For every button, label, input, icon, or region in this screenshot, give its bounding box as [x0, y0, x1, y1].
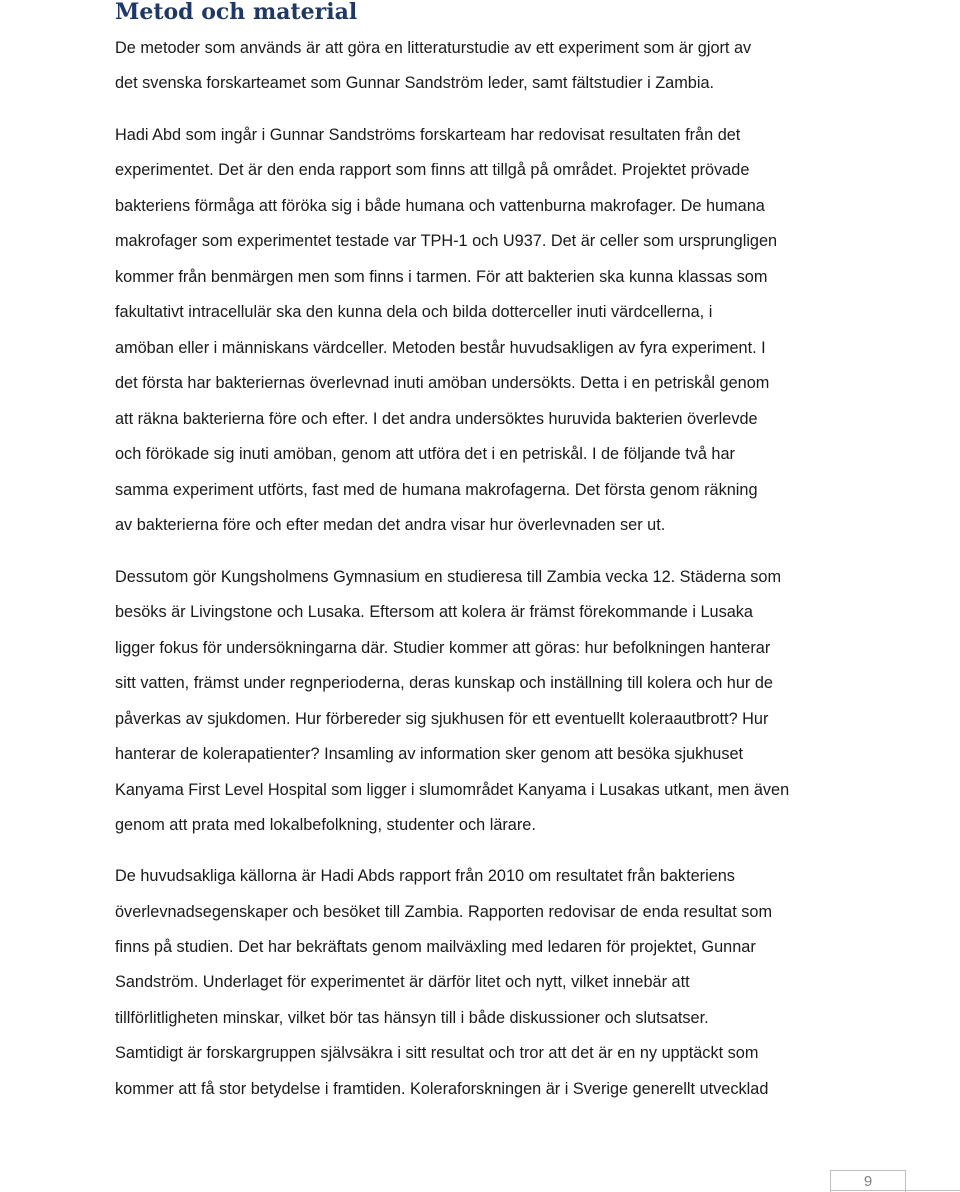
body-line: kommer att få stor betydelse i framtiden. Koleraforskningen är i Sverige generellt utvecklad [115, 1080, 769, 1098]
body-line: det första har bakteriernas överlevnad inuti amöban undersökts. Detta i en petriskål genom [115, 374, 770, 392]
body-line: och förökade sig inuti amöban, genom att utföra det i en petriskål. I de följande två har [115, 445, 735, 463]
body-line: De huvudsakliga källorna är Hadi Abds rapport från 2010 om resultatet från bakteriens [115, 867, 735, 885]
body-line: samma experiment utförts, fast med de humana makrofagerna. Det första genom räkning [115, 481, 758, 499]
body-line: genom att prata med lokalbefolkning, studenter och lärare. [115, 816, 536, 834]
body-line: kommer från benmärgen men som finns i tarmen. För att bakterien ska kunna klassas som [115, 268, 768, 286]
body-line: fakultativt intracellulär ska den kunna dela och bilda dotterceller inuti värdcellerna, i [115, 303, 713, 321]
body-line: amöban eller i människans värdceller. Metoden består huvudsakligen av fyra experiment. I [115, 339, 766, 357]
page-number-box [830, 1170, 906, 1192]
body-line: att räkna bakterierna före och efter. I det andra undersöktes huruvida bakterien överlevde [115, 410, 758, 428]
body-line: Sandström. Underlaget för experimentet är därför litet och nytt, vilket innebär att [115, 973, 690, 991]
body-line: Hadi Abd som ingår i Gunnar Sandströms forskarteam har redovisat resultaten från det [115, 126, 741, 144]
body-line: Samtidigt är forskargruppen självsäkra i sitt resultat och tror att det är en ny upptäckt som [115, 1044, 759, 1062]
body-line: sitt vatten, främst under regnperioderna, deras kunskap och inställning till kolera och hur de [115, 674, 773, 692]
body-line: besöks är Livingstone och Lusaka. Eftersom att kolera är främst förekommande i Lusaka [115, 603, 753, 621]
body-line: av bakterierna före och efter medan det andra visar hur överlevnaden ser ut. [115, 516, 666, 534]
body-line: hanterar de kolerapatienter? Insamling av information sker genom att besöka sjukhuset [115, 745, 744, 763]
section-heading: Metod och material [115, 0, 358, 25]
page-number: 9 [863, 1173, 873, 1190]
body-line: tillförlitligheten minskar, vilket bör tas hänsyn till i både diskussioner och slutsatser. [115, 1009, 709, 1027]
body-line: Kanyama First Level Hospital som ligger i slumområdet Kanyama i Lusakas utkant, men även [115, 781, 790, 799]
body-line: bakteriens förmåga att föröka sig i både humana och vattenburna makrofager. De humana [115, 197, 765, 215]
body-line: överlevnadsegenskaper och besöket till Zambia. Rapporten redovisar de enda resultat som [115, 903, 773, 921]
body-line: påverkas av sjukdomen. Hur förbereder sig sjukhusen för ett eventuellt koleraautbrott? Hur [115, 710, 769, 728]
body-line: De metoder som används är att göra en litteraturstudie av ett experiment som är gjort av [115, 39, 752, 57]
body-line: makrofager som experimentet testade var TPH-1 och U937. Det är celler som ursprungligen [115, 232, 778, 250]
body-line: finns på studien. Det har bekräftats genom mailväxling med ledaren för projektet, Gunnar [115, 938, 756, 956]
body-line: experimentet. Det är den enda rapport som finns att tillgå på området. Projektet prövade [115, 161, 750, 179]
footer-divider [830, 1190, 960, 1191]
body-line: ligger fokus för undersökningarna där. Studier kommer att göras: hur befolkningen hanterar [115, 639, 771, 657]
body-line: Dessutom gör Kungsholmens Gymnasium en studieresa till Zambia vecka 12. Städerna som [115, 568, 782, 586]
body-line: det svenska forskarteamet som Gunnar Sandström leder, samt fältstudier i Zambia. [115, 74, 715, 92]
